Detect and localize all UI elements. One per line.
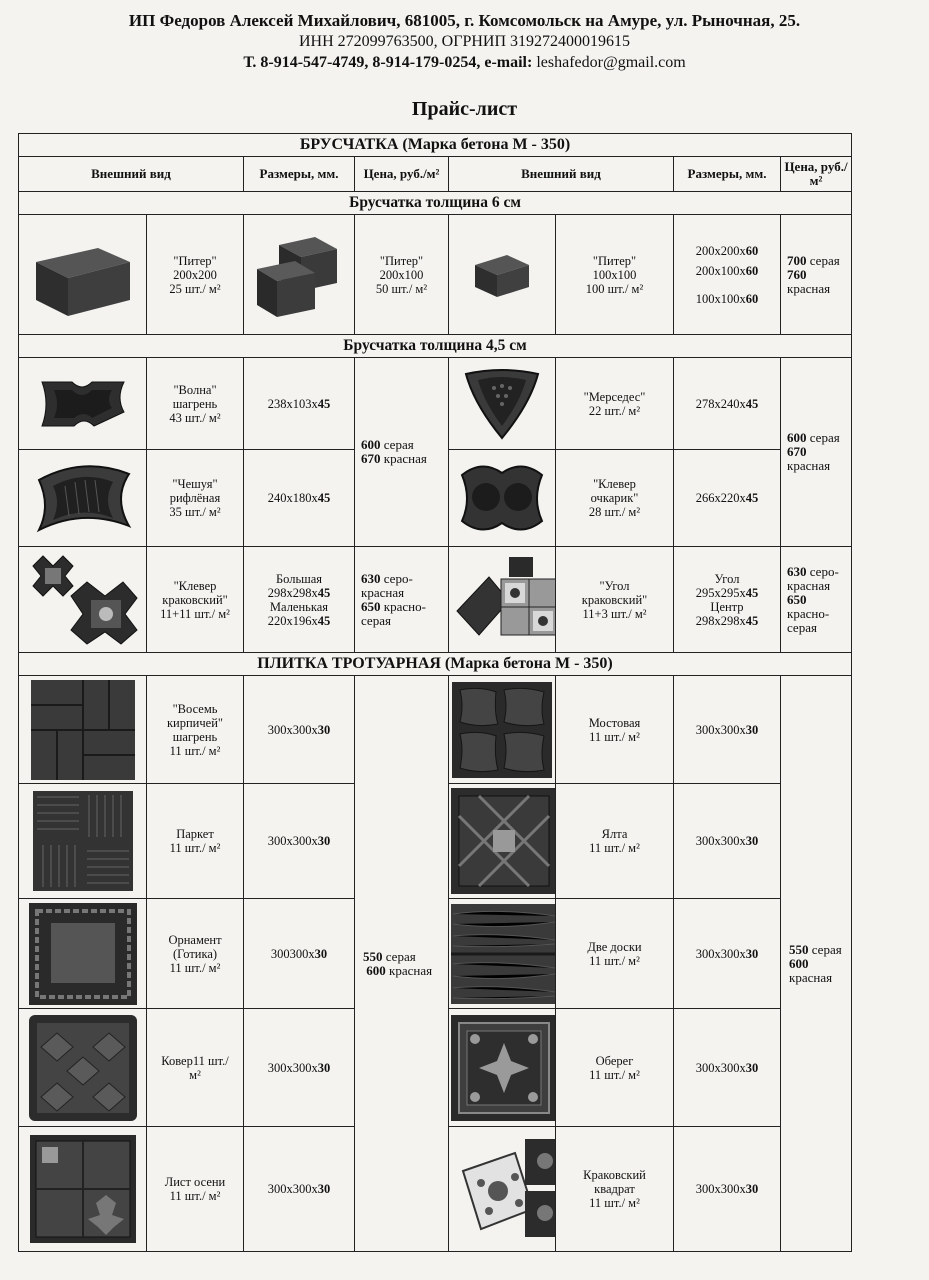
mersedes-label: "Мерседес" 22 шт./ м² bbox=[556, 358, 674, 450]
price-45-left: 600 серая 670 красная bbox=[355, 358, 449, 547]
company-tax-ids: ИНН 272099763500, ОГРНИП 319272400019615 bbox=[298, 33, 631, 50]
ornament-gotika-label: Орнамент (Готика) 11 шт./ м² bbox=[147, 899, 244, 1009]
parket-label: Паркет 11 шт./ м² bbox=[147, 784, 244, 899]
ugol-krakovsky-price: 630 серо- красная 650 красно- серая bbox=[781, 547, 852, 653]
vosem-kirpichey-image bbox=[19, 676, 147, 784]
col-sizes-left: Размеры, мм. bbox=[244, 157, 355, 192]
list-oseni-size: 300х300х30 bbox=[244, 1127, 355, 1252]
plitka-price-left: 550 серая 600 красная bbox=[355, 676, 449, 1252]
company-phones: Т. 8-914-547-4749, 8-914-179-0254, e-mail: bbox=[243, 54, 533, 71]
dve-doski-size: 300х300х30 bbox=[674, 899, 781, 1009]
klever-krakovsky-price: 630 серо- красная 650 красно- серая bbox=[355, 547, 449, 653]
klever-ochkarik-label: "Клевер очкарик" 28 шт./ м² bbox=[556, 450, 674, 547]
page-title: Прайс-лист bbox=[411, 98, 518, 120]
company-address: ИП Федоров Алексей Михайлович, 681005, г. Комсомольск на Амуре, ул. Рыночная, 25. bbox=[128, 11, 801, 30]
volna-image bbox=[19, 358, 147, 450]
ornament-gotika-size: 300300х30 bbox=[244, 899, 355, 1009]
yalta-label: Ялта 11 шт./ м² bbox=[556, 784, 674, 899]
vosem-kirpichey-size: 300х300х30 bbox=[244, 676, 355, 784]
company-contacts bbox=[0, 52, 929, 74]
klever-krakovsky-image bbox=[19, 547, 147, 653]
col-sizes-right: Размеры, мм. bbox=[674, 157, 781, 192]
cheshuya-label: "Чешуя" рифлёная 35 шт./ м² bbox=[147, 450, 244, 547]
klever-ochkarik-image bbox=[449, 450, 556, 547]
krakovsky-kvadrat-size: 300х300х30 bbox=[674, 1127, 781, 1252]
ugol-krakovsky-label: "Угол краковский" 11+3 шт./ м² bbox=[556, 547, 674, 653]
piter-200x200-label: "Питер" 200х200 25 шт./ м² bbox=[147, 215, 244, 335]
krakovsky-kvadrat-label: Краковский квадрат 11 шт./ м² bbox=[556, 1127, 674, 1252]
obereg-label: Оберег 11 шт./ м² bbox=[556, 1009, 674, 1127]
section-bruschatka: БРУСЧАТКА (Марка бетона М - 350) bbox=[19, 134, 852, 157]
mostovaya-image bbox=[449, 676, 556, 784]
col-price-right: Цена, руб./м² bbox=[781, 157, 852, 192]
section-thickness-45: Брусчатка толщина 4,5 см bbox=[19, 335, 852, 358]
kover-size: 300х300х30 bbox=[244, 1009, 355, 1127]
col-price-left: Цена, руб./м² bbox=[355, 157, 449, 192]
kover-label: Ковер11 шт./ м² bbox=[147, 1009, 244, 1127]
mersedes-image bbox=[449, 358, 556, 450]
piter-100x100-image bbox=[449, 215, 556, 335]
kover-image bbox=[19, 1009, 147, 1127]
obereg-image bbox=[449, 1009, 556, 1127]
mostovaya-label: Мостовая 11 шт./ м² bbox=[556, 676, 674, 784]
dve-doski-label: Две доски 11 шт./ м² bbox=[556, 899, 674, 1009]
krakovsky-kvadrat-image bbox=[449, 1127, 556, 1252]
section-thickness-6: Брусчатка толщина 6 см bbox=[19, 192, 852, 215]
ornament-gotika-image bbox=[19, 899, 147, 1009]
list-oseni-image bbox=[19, 1127, 147, 1252]
klever-ochkarik-size: 266х220х45 bbox=[674, 450, 781, 547]
parket-image bbox=[19, 784, 147, 899]
obereg-size: 300х300х30 bbox=[674, 1009, 781, 1127]
yalta-image bbox=[449, 784, 556, 899]
klever-krakovsky-size: Большая 298х298х45 Маленькая 220х196х45 bbox=[244, 547, 355, 653]
col-view-right: Внешний вид bbox=[449, 157, 674, 192]
mostovaya-size: 300х300х30 bbox=[674, 676, 781, 784]
section-plitka: ПЛИТКА ТРОТУАРНАЯ (Марка бетона М - 350) bbox=[19, 653, 852, 676]
ugol-krakovsky-image bbox=[449, 547, 556, 653]
list-oseni-label: Лист осени 11 шт./ м² bbox=[147, 1127, 244, 1252]
col-view-left: Внешний вид bbox=[19, 157, 244, 192]
parket-size: 300х300х30 bbox=[244, 784, 355, 899]
ugol-krakovsky-size: Угол 295х295х45 Центр 298х298х45 bbox=[674, 547, 781, 653]
dve-doski-image bbox=[449, 899, 556, 1009]
company-email: leshafedor@gmail.com bbox=[536, 54, 686, 71]
volna-label: "Волна" шагрень 43 шт./ м² bbox=[147, 358, 244, 450]
mersedes-size: 278х240х45 bbox=[674, 358, 781, 450]
piter-200x100-image bbox=[244, 215, 355, 335]
piter-100x100-label: "Питер" 100х100 100 шт./ м² bbox=[556, 215, 674, 335]
company-header bbox=[0, 10, 929, 74]
cheshuya-image bbox=[19, 450, 147, 547]
cheshuya-size: 240х180х45 bbox=[244, 450, 355, 547]
volna-size: 238х103х45 bbox=[244, 358, 355, 450]
piter-200x200-image bbox=[19, 215, 147, 335]
klever-krakovsky-label: "Клевер краковский" 11+11 шт./ м² bbox=[147, 547, 244, 653]
price-table bbox=[18, 133, 852, 1252]
piter-200x100-label: "Питер" 200х100 50 шт./ м² bbox=[355, 215, 449, 335]
vosem-kirpichey-label: "Восемь кирпичей" шагрень 11 шт./ м² bbox=[147, 676, 244, 784]
price-45-right: 600 серая 670 красная bbox=[781, 358, 852, 547]
piter-sizes: 200х200х60 200х100х60 100х100х60 bbox=[674, 215, 781, 335]
piter-price: 700 серая 760 красная bbox=[781, 215, 852, 335]
plitka-price-right: 550 серая 600 красная bbox=[781, 676, 852, 1252]
yalta-size: 300х300х30 bbox=[674, 784, 781, 899]
